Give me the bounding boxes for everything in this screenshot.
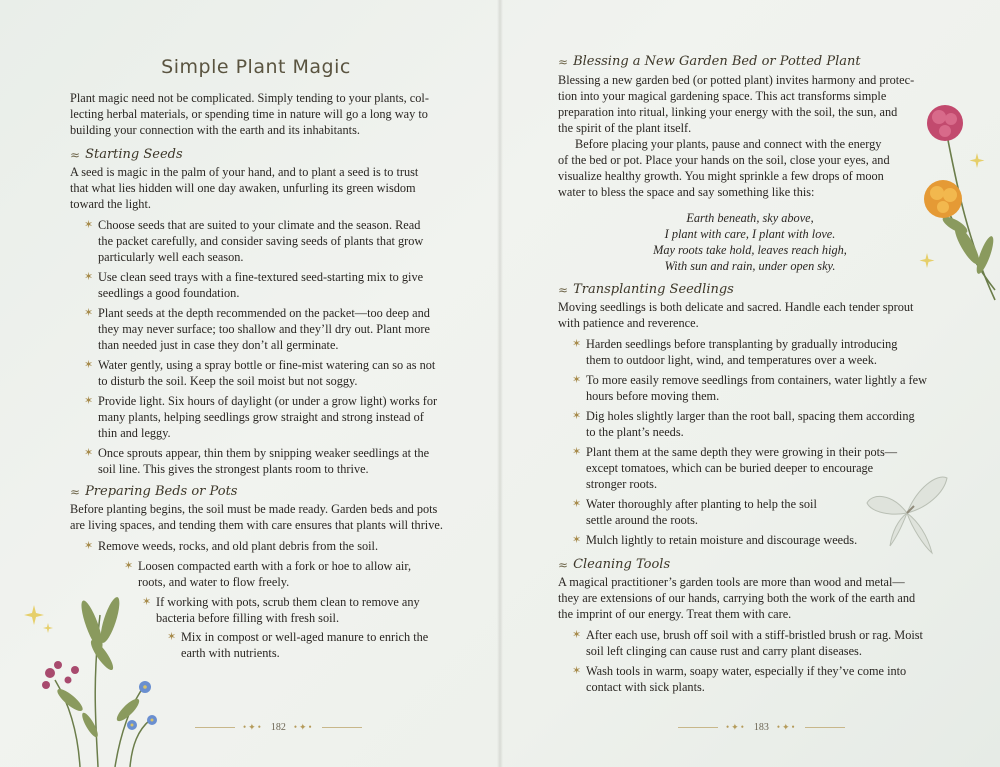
section-heading-blessing <box>558 54 861 69</box>
text-line: hours before moving them. <box>586 389 720 403</box>
text-line: After each use, brush off soil with a stiff-bristled brush or rag. Moist <box>586 628 923 642</box>
starting-seeds-list <box>84 217 449 481</box>
poem-line: Earth beneath, sky above, <box>686 211 814 225</box>
list-item <box>84 393 449 441</box>
star-icon: ✶ <box>84 271 94 283</box>
text-line: A seed is magic in the palm of your hand, and to plant a seed is to trust <box>70 165 419 179</box>
ornament-icon: •✦• <box>293 722 314 732</box>
star-icon: ✶ <box>84 447 94 459</box>
star-icon: ✶ <box>84 540 94 552</box>
text-line: building your connection with the earth and its inhabitants. <box>70 123 360 137</box>
heading-text: Blessing a New Garden Bed or Potted Plant <box>573 54 861 69</box>
page-footer-right <box>678 722 845 733</box>
text-line: them to outdoor light, wind, and temperatures over a week. <box>586 353 877 367</box>
footer-rule <box>322 727 362 728</box>
text-line: Once sprouts appear, thin them by snipping weaker seedlings at the <box>98 446 430 460</box>
star-icon: ✶ <box>572 629 582 641</box>
star-icon: ✶ <box>572 446 582 458</box>
text-line: Blessing a new garden bed (or potted plant) invites harmony and protec- <box>558 73 915 87</box>
footer-rule <box>195 727 235 728</box>
ornament-icon: •✦• <box>726 722 746 732</box>
text-line: the packet carefully, and consider saving seeds of plants that grow <box>98 234 424 248</box>
page-title: Simple Plant Magic <box>161 56 351 78</box>
star-icon: ✶ <box>572 410 582 422</box>
text-line: Wash tools in warm, soapy water, especially if they’ve come into <box>586 664 907 678</box>
page-footer-left <box>195 722 362 733</box>
text-line: soil line. This gives the strongest plants room to thrive. <box>98 462 369 476</box>
list-item <box>84 445 449 477</box>
list-item <box>167 629 447 661</box>
text-line: the imprint of our energy. Treat them with care. <box>558 607 792 621</box>
text-line: Loosen compacted earth with a fork or hoe to allow air, <box>138 559 412 573</box>
text-line: they may never surface; too shallow and they’ll dry out. Plant more <box>98 322 430 336</box>
text-line: Provide light. Six hours of daylight (or under a grow light) works for <box>98 394 438 408</box>
text-line: Before placing your plants, pause and connect with the energy <box>575 137 882 151</box>
heading-text: Transplanting Seedlings <box>573 282 734 297</box>
text-line: lecting herbal materials, or spending time in nature will go a long way to <box>70 107 428 121</box>
preparing-beds-paragraph <box>70 501 450 533</box>
text-line: are living spaces, and tending them with care ensures that plants will thrive. <box>70 518 443 532</box>
list-item <box>84 357 449 389</box>
star-icon: ✶ <box>572 498 582 510</box>
poem-line: May roots take hold, leaves reach high, <box>653 243 847 257</box>
heading-text: Cleaning Tools <box>573 557 671 572</box>
text-line: many plants, helping seedlings grow straight and strong instead of <box>98 410 424 424</box>
list-item <box>572 408 932 440</box>
text-line: to disturb the soil. Keep the soil moist but not soggy. <box>98 374 358 388</box>
heading-text: Preparing Beds or Pots <box>85 484 238 499</box>
star-icon: ✶ <box>84 307 94 319</box>
text-line: Remove weeds, rocks, and old plant debris from the soil. <box>98 539 379 553</box>
wildflower-illustration <box>20 585 170 767</box>
text-line: of the bed or pot. Place your hands on the soil, close your eyes, and <box>558 153 890 167</box>
blessing-paragraph-2 <box>558 136 938 200</box>
text-line: seedlings a good foundation. <box>98 286 240 300</box>
star-icon: ✶ <box>572 338 582 350</box>
text-line: roots, and water to flow freely. <box>138 575 290 589</box>
blessing-poem <box>620 210 880 274</box>
flower-illustration <box>905 95 1000 305</box>
swirl-icon: ≈ <box>70 147 81 162</box>
ornament-icon: •✦• <box>243 722 263 732</box>
text-line: contact with sick plants. <box>586 680 705 694</box>
star-icon: ✶ <box>572 534 582 546</box>
star-icon: ✶ <box>167 631 177 643</box>
text-line: Mix in compost or well-aged manure to enrich the <box>181 630 429 644</box>
star-icon: ✶ <box>84 395 94 407</box>
right-page <box>500 0 1000 767</box>
text-line: Water thoroughly after planting to help the soil <box>586 497 817 511</box>
text-line: that what lies hidden will one day awaken, unfurling its green wisdom <box>70 181 416 195</box>
text-line: preparation into ritual, linking your energy with the soil, the sun, and <box>558 105 898 119</box>
text-line: toward the light. <box>70 197 151 211</box>
list-item <box>84 217 449 265</box>
intro-paragraph <box>70 90 445 138</box>
text-line: Before planting begins, the soil must be made ready. Garden beds and pots <box>70 502 438 516</box>
text-line: To more easily remove seedlings from containers, water lightly a few <box>586 373 927 387</box>
text-line: soil left clinging can cause rust and carry plant diseases. <box>586 644 862 658</box>
text-line: except tomatoes, which can be buried deeper to encourage <box>586 461 874 475</box>
text-line: with patience and reverence. <box>558 316 699 330</box>
list-item <box>572 336 932 368</box>
preparing-beds-list-2 <box>124 558 444 594</box>
list-item <box>84 305 449 353</box>
list-item <box>142 594 442 626</box>
star-icon: ✶ <box>124 560 134 572</box>
swirl-icon: ≈ <box>558 557 569 572</box>
text-line: Plant magic need not be complicated. Simply tending to your plants, col- <box>70 91 429 105</box>
list-item <box>572 663 942 695</box>
ornament-icon: •✦• <box>776 722 797 732</box>
page-number: 182 <box>270 722 286 733</box>
text-line: bacteria before filling with fresh soil. <box>156 611 340 625</box>
text-line: Plant seeds at the depth recommended on the packet—too deep and <box>98 306 430 320</box>
swirl-icon: ≈ <box>558 282 569 297</box>
text-line: Water gently, using a spray bottle or fine-mist watering can so as not <box>98 358 436 372</box>
cleaning-paragraph <box>558 574 938 622</box>
moth-illustration <box>862 468 952 558</box>
text-line: Plant them at the same depth they were growing in their pots— <box>586 445 898 459</box>
section-heading-preparing-beds <box>70 484 237 499</box>
preparing-beds-list-1 <box>84 538 444 558</box>
section-heading-cleaning <box>558 557 670 572</box>
transplanting-paragraph <box>558 299 938 331</box>
text-line: If working with pots, scrub them clean to remove any <box>156 595 420 609</box>
page-number: 183 <box>753 722 769 733</box>
list-item <box>572 627 942 659</box>
preparing-beds-list-4 <box>167 629 447 665</box>
text-line: visualize healthy growth. You might sprinkle a few drops of moon <box>558 169 884 183</box>
footer-rule <box>678 727 718 728</box>
text-line: water to bless the space and say something like this: <box>558 185 815 199</box>
text-line: particularly well each season. <box>98 250 244 264</box>
text-line: thin and leggy. <box>98 426 171 440</box>
poem-line: With sun and rain, under open sky. <box>664 259 836 273</box>
star-icon: ✶ <box>84 219 94 231</box>
heading-text: Starting Seeds <box>85 147 183 162</box>
list-item <box>84 538 444 554</box>
star-icon: ✶ <box>84 359 94 371</box>
swirl-icon: ≈ <box>70 484 81 499</box>
section-heading-starting-seeds <box>70 147 183 162</box>
blessing-paragraph <box>558 72 938 136</box>
text-line: Choose seeds that are suited to your climate and the season. Read <box>98 218 421 232</box>
text-line: tion into your magical gardening space. This act transforms simple <box>558 89 887 103</box>
list-item <box>572 372 932 404</box>
text-line: they are extensions of our hands, carrying both the work of the earth and <box>558 591 916 605</box>
text-line: than needed just in case they don’t all germinate. <box>98 338 339 352</box>
text-line: Mulch lightly to retain moisture and discourage weeds. <box>586 533 858 547</box>
text-line: Use clean seed trays with a fine-textured seed-starting mix to give <box>98 270 424 284</box>
star-icon: ✶ <box>142 596 152 608</box>
text-line: Harden seedlings before transplanting by gradually introducing <box>586 337 898 351</box>
footer-rule <box>805 727 845 728</box>
preparing-beds-list-3 <box>142 594 442 630</box>
text-line: A magical practitioner’s garden tools are more than wood and metal— <box>558 575 905 589</box>
swirl-icon: ≈ <box>558 54 569 69</box>
star-icon: ✶ <box>572 665 582 677</box>
text-line: Moving seedlings is both delicate and sacred. Handle each tender sprout <box>558 300 914 314</box>
text-line: the spirit of the plant itself. <box>558 121 692 135</box>
star-icon: ✶ <box>572 374 582 386</box>
cleaning-list <box>572 627 942 699</box>
list-item <box>124 558 444 590</box>
section-heading-transplanting <box>558 282 734 297</box>
list-item <box>84 269 449 301</box>
starting-seeds-paragraph <box>70 164 445 212</box>
text-line: to the plant’s needs. <box>586 425 684 439</box>
text-line: earth with nutrients. <box>181 646 280 660</box>
text-line: stronger roots. <box>586 477 658 491</box>
text-line: settle around the roots. <box>586 513 699 527</box>
text-line: Dig holes slightly larger than the root ball, spacing them according <box>586 409 915 423</box>
poem-line: I plant with care, I plant with love. <box>664 227 836 241</box>
